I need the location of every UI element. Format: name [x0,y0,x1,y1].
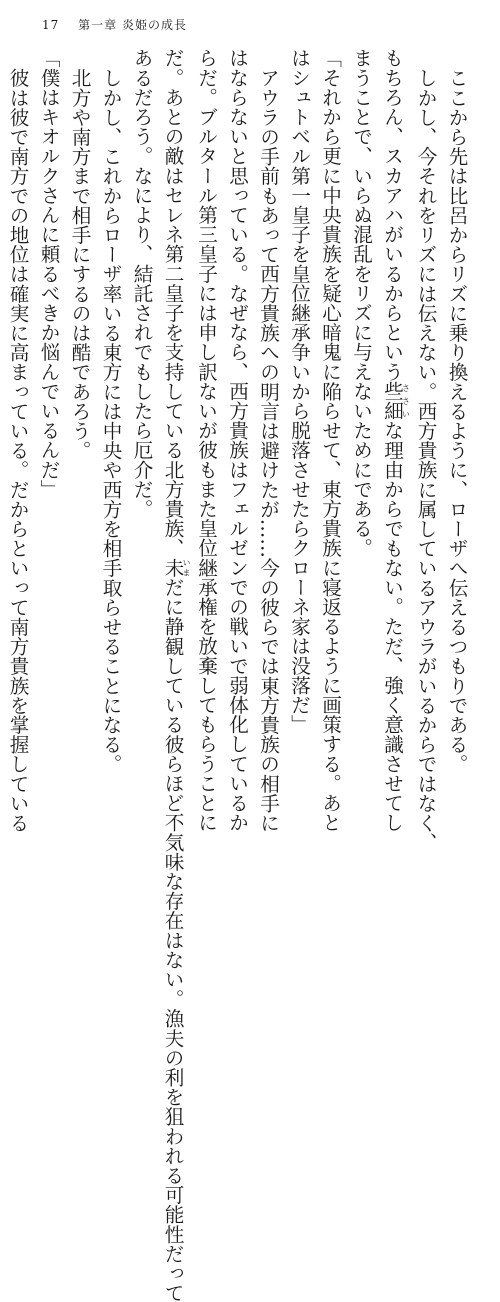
text-line: しかし、今それをリズには伝えない。西方貴族に属しているアウラがいるからではなく、 [414,67,437,852]
text-segment: もちろん、スカアハがいるからという [380,48,404,382]
text-line: アウラの手前もあって西方貴族への明言は避けたが……今の彼らでは東方貴族の相手に [256,67,280,832]
text-line: まうことで、いらぬ混乱をリズに与えないためにである。 [349,48,373,558]
text-line: 北方や南方まで相手にするのは酷であろう。 [68,67,91,460]
text-line: 「それから更に中央貴族を疑心暗鬼に陥らせて、東方貴族に寝返るように画策する。あと [318,48,342,832]
text-line: らだ。ブルタール第三皇子には申し訳ないが彼もまた皇位継承権を放棄してもらうことに [194,48,218,832]
text-line: 彼は彼で南方での地位は確実に高まっている。だからといって南方貴族を掌握している [6,67,29,832]
text-segment: だ。あとの敵はセレネ第二皇子を支持している北方貴族、 [161,48,184,558]
ruby-word [380,381,411,421]
body-text [6,48,472,1302]
text-segment: な理由からでもない。ただ、強く意識させてし [380,420,404,833]
chapter-title: 炎姫の成長 [121,18,187,32]
text-line: あるだろう。なにより、結託されでもしたら厄介だ。 [130,48,153,519]
page-header [42,16,187,33]
ruby-word [161,557,191,578]
text-line: 「僕はキオルクさんに頼るべきか悩んでいるんだ」 [37,48,60,499]
text-line: しかし、これからローザ率いる東方には中央や西方を相手取らせることになる。 [99,67,122,774]
text-line [157,48,191,1302]
ruby-reading: ささい [401,381,411,421]
ruby-base: 未 [161,557,184,578]
ruby-reading: いま [182,557,191,578]
chapter-label: 第一章 [78,18,118,32]
text-line: ここから先は比呂からリズに乗り換えるように、ローザへ伝えるつもりである。 [445,67,468,774]
ruby-base: 些細 [380,381,404,421]
text-segment: だに静観している彼らほど不気味な存在はない。漁夫の利を狙われる可能性だって [161,577,184,1302]
text-line: はならないと思っている。なぜなら、西方貴族はフェルゼンでの戦いで弱体化しているか [225,48,249,832]
text-line [377,48,411,833]
text-line [0,48,2,688]
page-number: 17 [42,18,60,32]
text-line: はシュトベル第一皇子を皇位継承争いから脱落させたらクローネ家は没落だ」 [287,48,311,734]
